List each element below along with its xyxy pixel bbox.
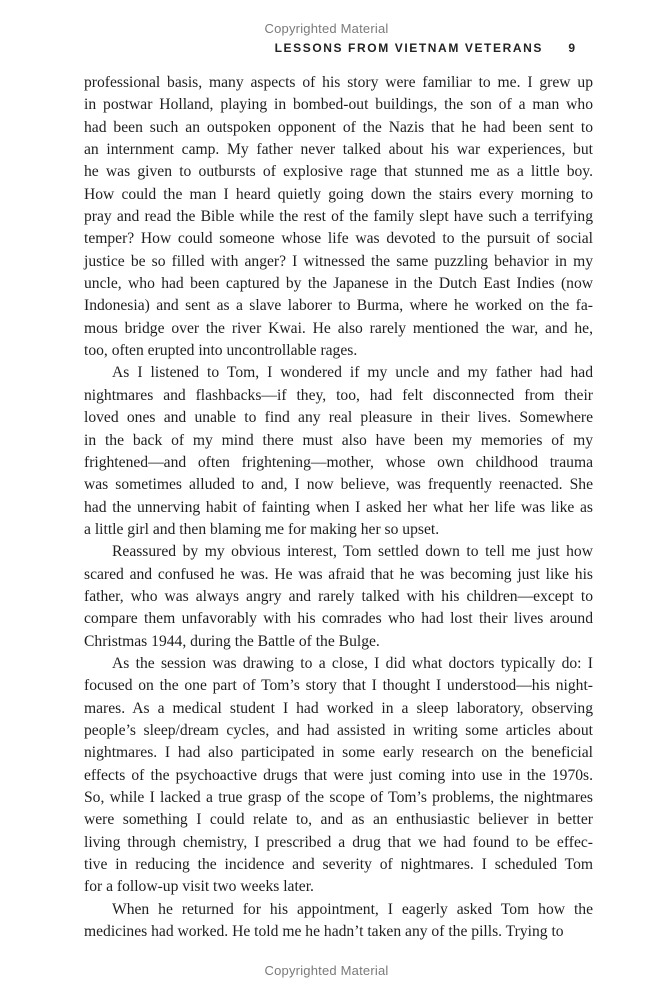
text-line: were something I could relate to, and as an enthusiastic believer in better — [84, 811, 593, 829]
text-line: temper? How could someone whose life was devoted to the pursuit of social — [84, 230, 593, 248]
text-line: professional basis, many aspects of his story were familiar to me. I grew up — [84, 74, 593, 91]
text-line: effects of the psychoactive drugs that were just coming into use in the 1970s. — [84, 766, 593, 784]
text-line: had been such an outspoken opponent of the Nazis that he had been sent to — [84, 118, 593, 136]
running-header — [84, 41, 575, 61]
text-line: uncle, who had been captured by the Japanese in the Dutch East Indies (now — [84, 275, 593, 293]
text-line: Christmas 1944, during the Battle of the Bulge. — [84, 632, 380, 650]
text-line: for a follow-up visit two weeks later. — [84, 878, 314, 896]
text-line: scared and confused he was. He was afraid that he was becoming just like his — [84, 565, 593, 583]
text-line: frightened—and often frightening—mother, whose own childhood trauma — [84, 453, 593, 471]
text-line: father, who was always angry and rarely talked with his children—except to — [84, 587, 593, 605]
text-line: nightmares. I had also participated in some early research on the beneficial — [84, 744, 593, 762]
text-line: was sometimes alluded to and, I now believe, was frequently reenacted. She — [84, 476, 593, 494]
paragraph — [84, 653, 593, 899]
copyright-watermark-bottom: Copyrighted Material — [264, 963, 389, 978]
text-line: focused on the one part of Tom’s story that I thought I understood—his night- — [84, 677, 593, 695]
text-line: When he returned for his appointment, I eagerly asked Tom how the — [112, 900, 593, 918]
text-line: he was given to outbursts of explosive rage that stunned me as a little boy. — [84, 163, 593, 181]
text-line: an internment camp. My father never talked about his war experiences, but — [84, 141, 593, 159]
text-line: nightmares and flashbacks—if they, too, had felt disconnected from their — [84, 386, 593, 404]
text-line: loved ones and unable to find any real pleasure in their lives. Somewhere — [84, 409, 593, 427]
text-line: compare them unfavorably with his comrades who had lost their lives around — [84, 610, 593, 628]
running-title: LESSONS FROM VIETNAM VETERANS — [274, 41, 543, 55]
text-line: Indonesia) and sent as a slave laborer to Burma, where he worked on the fa- — [84, 297, 593, 315]
text-line: As I listened to Tom, I wondered if my uncle and my father had had — [112, 364, 593, 382]
text-line: too, often erupted into uncontrollable rages. — [84, 342, 358, 360]
paragraph — [84, 899, 593, 944]
copyright-watermark-top: Copyrighted Material — [264, 21, 389, 36]
text-line: living through chemistry, I prescribed a drug that we had found to be effec- — [84, 833, 593, 851]
text-line: justice be so filled with anger? I witnessed the same puzzling behavior in my — [84, 252, 593, 270]
text-line: medicines had worked. He told me he hadn’t taken any of the pills. Trying to — [84, 923, 564, 941]
text-line: mous bridge over the river Kwai. He also rarely mentioned the war, and he, — [84, 319, 593, 337]
page-number: 9 — [568, 41, 575, 55]
paragraph — [84, 541, 593, 653]
text-line: As the session was drawing to a close, I did what doctors typically do: I — [112, 654, 593, 672]
text-line: tive in reducing the incidence and severity of nightmares. I scheduled Tom — [84, 856, 593, 874]
text-line: How could the man I heard quietly going down the stairs every morning to — [84, 185, 593, 203]
body-text — [84, 72, 593, 943]
text-line: pray and read the Bible while the rest of the family slept have such a terrifying — [84, 208, 593, 226]
text-line: Reassured by my obvious interest, Tom settled down to tell me just how — [112, 543, 593, 561]
text-line: a little girl and then blaming me for making her so upset. — [84, 520, 440, 538]
text-line: So, while I lacked a true grasp of the scope of Tom’s problems, the nightmares — [84, 789, 593, 806]
text-line: had the unnerving habit of fainting when I asked her what her life was like as — [84, 498, 593, 516]
text-line: in the back of my mind there must also have been my memories of my — [84, 431, 593, 449]
text-line: in postwar Holland, playing in bombed-out buildings, the son of a man who — [84, 96, 593, 114]
paragraph — [84, 72, 593, 362]
text-line: mares. As a medical student I had worked in a sleep laboratory, observing — [84, 699, 593, 717]
paragraph — [84, 362, 593, 541]
text-line: people’s sleep/dream cycles, and had assisted in writing some articles about — [84, 721, 593, 739]
